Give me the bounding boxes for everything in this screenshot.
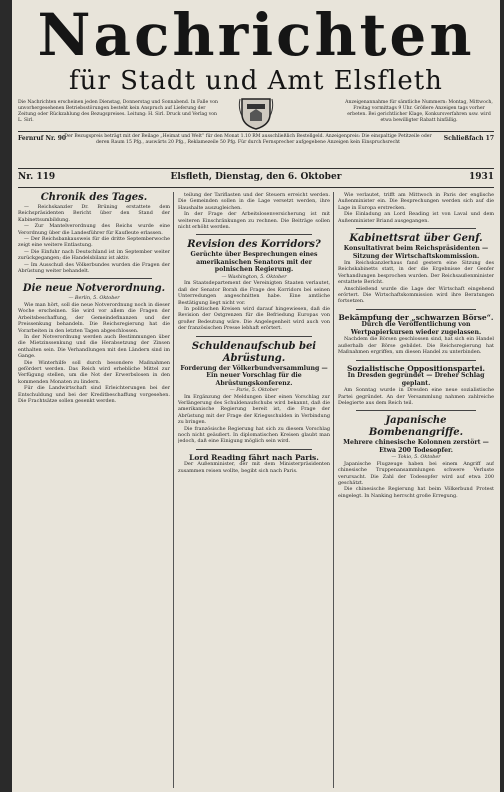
issue-number: Nr. 119: [18, 172, 56, 182]
article-text: Im Staatsdepartement der Vereinigten Staaten verlautet, daß der Senator Borah die Frage des Korridors bei seinen Unterredungen angeschnitten habe. Eine amtliche Bestätigung liegt nicht vor.: [178, 280, 330, 306]
divider: [196, 234, 312, 235]
article-text: In der Notverordnung werden auch Bestimmungen über die Mietzinssenkung und die Herabsetzung der Zinsen enthalten sein. Die Verhandlungen mit den Ländern sind im Gange.: [18, 333, 170, 360]
article-text: — Der Reichsbankausweis für die dritte Septemberwoche zeigt eine weitere Entlastung.: [18, 236, 170, 249]
divider: [356, 410, 476, 411]
article-text: In politischen Kreisen wird darauf hingewiesen, daß die Revision der Ostgrenzen für die Befriedung Europas von großer Bedeutung wäre. Die Angelegenheit wird auch von der französischen Presse lebhaft erörtert.: [178, 305, 330, 332]
article-subheading: Mehrere chinesische Kolonnen zerstört — Etwa 200 Todesopfer.: [343, 439, 489, 454]
article-text: Die französische Regierung hat sich zu diesem Vorschlag noch nicht geäußert. In diplomatischen Kreisen glaubt man jedoch, daß eine Einigung möglich sein wird.: [178, 425, 330, 445]
divider: [196, 336, 312, 337]
article-heading: Bekämpfung der „schwarzen Börse“.: [338, 312, 494, 322]
column-1: [18, 192, 170, 790]
article-text: Im Ergänzung der Meldungen über einen Vorschlag zur Verlängerung des Schuldenaufschubs wird bekannt, daß die amerikanische Regierung bereit ist, die Frage der Abrüstung mit der Frage der Kriegsschulden in Verbindung zu bringen.: [178, 393, 330, 426]
postbox: Schließfach 17: [443, 135, 494, 142]
article-heading: Sozialistische Oppositionspartei.: [346, 363, 486, 373]
article-text: — Im Ausschuß des Völkerbundes wurden die Fragen der Abrüstung weiter behandelt.: [18, 261, 170, 275]
article-subheading: In Dresden gegründet — Dreher Schlag geplant.: [347, 372, 485, 387]
column-divider: [173, 192, 174, 788]
newspaper-title: Nachrichten: [37, 1, 475, 69]
article-heading: Chronik des Tages.: [40, 192, 148, 203]
article-text: Für die Landwirtschaft sind Erleichterungen bei der Entschuldung und bei der Kreditbeschaffung vorgesehen. Die Frachtsätze sollen gesenkt werden.: [18, 385, 170, 404]
masthead: [18, 1, 494, 124]
article-subheading: Durch die Veröffentlichung von Wertpapierkursen wieder zugelassen.: [350, 321, 482, 336]
article-subheading: Konsultativrat beim Reichspräsidenten — Sitzung der Wirtschaftskommission.: [343, 245, 489, 260]
dateline-text: — Tokio, 5. Oktober: [391, 454, 441, 461]
divider: [36, 278, 152, 279]
divider: [356, 360, 476, 361]
divider: [356, 309, 476, 310]
divider: [18, 187, 494, 188]
divider: [18, 131, 494, 132]
article-text: Die Winterhilfe soll durch besondere Maßnahmen gefördert werden. Das Reich wird erhebliche Mittel zur Verfügung stellen, um die Not der Erwerbslosen in den kommenden Monaten zu lindern.: [18, 359, 170, 385]
divider: [356, 228, 476, 229]
column-2: [178, 192, 330, 790]
divider: [18, 168, 494, 169]
article-text: Am Sonntag wurde in Dresden eine neue sozialistische Partei gegründet. An der Versammlung nahmen zahlreiche Delegierte aus dem Reich teil.: [338, 387, 494, 406]
coat-of-arms-icon: [238, 96, 274, 130]
article-text: Die Einladung an Lord Reading ist von Laval und dem Außenminister Briand ausgegangen.: [338, 211, 494, 224]
issue-date: Elsfleth, Dienstag, den 6. Oktober: [170, 172, 342, 182]
dateline-text: — Berlin, 5. Oktober: [68, 295, 120, 302]
article-text: Im Reichskanzlerhaus fand gestern eine Sitzung des Reichskabinetts statt, in der die Ergebnisse der Genfer Verhandlungen besprochen wurden. Der Reichsaußenminister erstattete Bericht.: [338, 260, 494, 286]
article-text: — Zur Mantelverordnung des Reichs wurde eine Verordnung über die Landesführer für Kaufleute erlassen.: [18, 223, 170, 236]
column-3: [338, 192, 494, 790]
dateline-text: — Washington, 5. Oktober: [221, 273, 287, 280]
article-text: In der Frage der Arbeitslosenversicherung ist mit weiteren Einschränkungen zu rechnen. Die Beiträge sollen nicht erhöht werden.: [178, 211, 330, 231]
article-heading: Lord Reading fährt nach Paris.: [189, 452, 319, 462]
article-heading: Japanische Bombenangriffe.: [368, 415, 464, 439]
article-text: — Die Einfuhr nach Deutschland ist im September weiter zurückgegangen; die Handelsbilanz ist aktiv.: [18, 248, 170, 262]
article-text: Die chinesische Regierung hat beim Völkerbund Protest eingelegt. In Nanking herrscht große Erregung.: [338, 486, 494, 499]
article-heading: Die neue Notverordnung.: [22, 283, 166, 295]
newspaper-page: [12, 0, 500, 792]
issue-year: 1931: [468, 172, 494, 182]
dateline: [18, 172, 494, 186]
article-text: teilung der Tariflasten und der Steuern erreicht werden. Die Gemeinden sollen in die Lage versetzt werden, ihre Haushalte auszugleichen.: [178, 192, 330, 211]
phone-number: Fernruf Nr. 90: [18, 135, 67, 142]
article-text: Der Außenminister, der mit dem Ministerpräsidenten zusammen reisen wollte, begibt sich nach Paris.: [178, 461, 330, 474]
publication-info: Die Nachrichten erscheinen jeden Dienstag, Donnerstag und Sonnabend. In Falle von unvorhergesehenen Betriebsstörungen besteht kein Anspruch auf Lieferung der Zeitung oder Rückzahlung des Bezugspreises. Leitung: H. Sirl. Druck und Verlag von L. Sirl.: [18, 100, 219, 123]
article-heading: Revision des Korridors?: [187, 239, 321, 251]
dateline-text: — Paris, 5. Oktober: [229, 387, 279, 394]
price-bar: [18, 134, 494, 154]
article-text: Wie man hört, soll die neue Notverordnung noch in dieser Woche erscheinen. Sie wird vor allem die Fragen der Arbeitsbeschaffung, der Gemeindefinanzen und der Preissenkung behandeln. Die Reichsregierung hat die Vorarbeiten in den letzten Tagen abgeschlossen.: [18, 301, 170, 334]
article-text: Nachdem die Börsen geschlossen sind, hat sich ein Handel außerhalb der Börse gebildet. Die Reichsregierung hat Maßnahmen ergriffen, um diesen Handel zu unterbinden.: [338, 336, 494, 356]
advertising-info: Anzeigenannahme für sämtliche Nummern: Montag, Mittwoch, Freitag vormittags 9 Uhr. Größere Anzeigen tags vorher erbeten. Bei gerichtlicher Klage, Konkursverfahren usw. wird etwa bewilligter Rabatt hinfällig.: [345, 100, 493, 123]
article-heading: Kabinettsrat über Genf.: [349, 233, 483, 245]
article-heading: Schuldenaufschub bei Abrüstung.: [191, 340, 317, 364]
article-text: Japanische Flugzeuge haben bei einem Angriff auf chinesische Truppenansammlungen schwere Verluste verursacht. Die Zahl der Todesopfer wird auf etwa 200 geschätzt.: [338, 460, 494, 486]
divider: [196, 449, 312, 450]
newspaper-subtitle: für Stadt und Amt Elsfleth: [69, 66, 443, 96]
article-subheading: Gerüchte über Besprechungen eines amerikanischen Senators mit der polnischen Regierung.: [190, 251, 318, 274]
article-text: Anschließend wurde die Lage der Wirtschaft eingehend erörtert. Die Wirtschaftskommission wird ihre Beratungen fortsetzen.: [338, 285, 494, 305]
article-text: Wie verlautet, trifft am Mittwoch in Paris der englische Außenminister ein. Die Besprechungen werden sich auf die Lage in Europa erstrecken.: [338, 192, 494, 211]
article-text: — Reichskanzler Dr. Brüning erstattete dem Reichspräsidenten Bericht über den Stand der Kabinettsumbildung.: [18, 204, 170, 223]
column-divider: [333, 192, 334, 788]
price-text: Der Bezugspreis beträgt mit der Beilage „Heimat und Welt“ für den Monat 1.10 RM ausschließlich Bestellgeld. Anzeigenpreis: Die einspaltige Petitzeile oder deren Raum 15 Pfg., auswärts 20 Pfg., Reklamezeile 50 Pfg. Für durch Fernsprecher aufgegebene Anzeigen kein Einspruchsrecht: [64, 134, 432, 145]
article-subheading: Forderung der Völkerbundversammlung — Ein neuer Vorschlag für die Abrüstungskonferenz.: [180, 364, 328, 387]
